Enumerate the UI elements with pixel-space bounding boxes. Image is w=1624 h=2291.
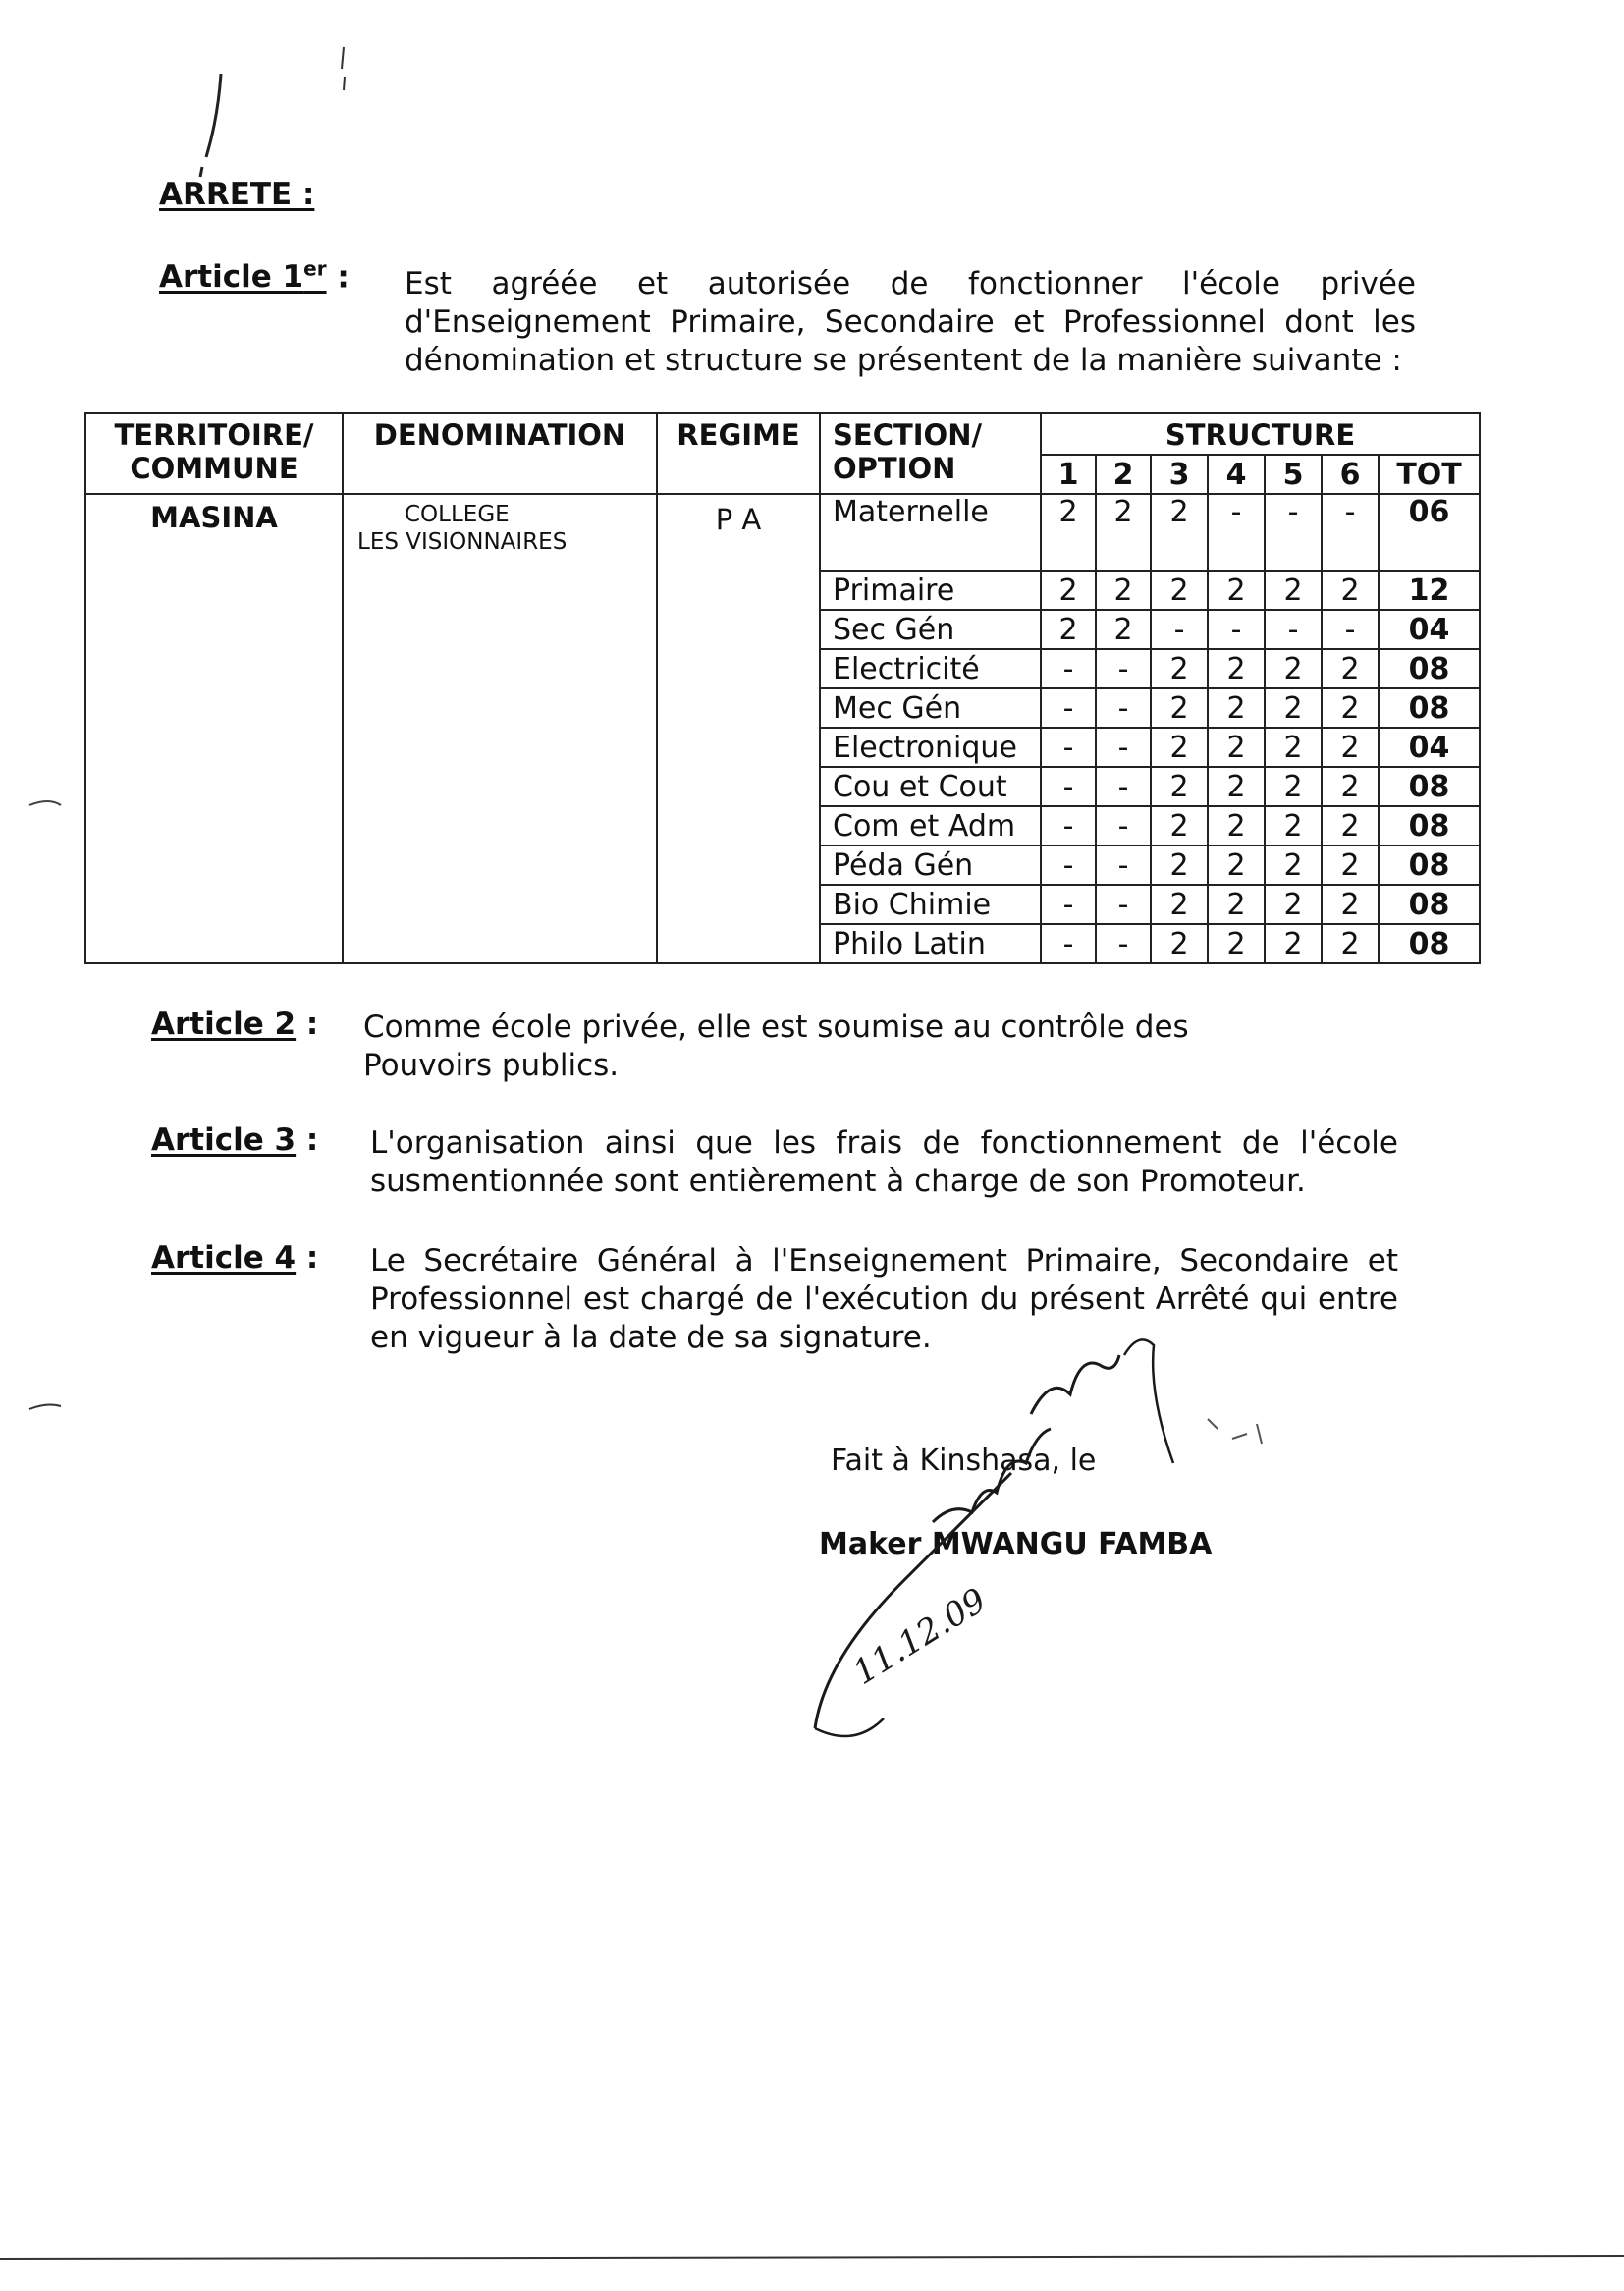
cell-year-4: 2 (1208, 728, 1265, 767)
cell-year-1: - (1041, 767, 1096, 806)
cell-total: 08 (1379, 885, 1480, 924)
cell-section: Philo Latin (820, 924, 1041, 963)
cell-section: Mec Gén (820, 688, 1041, 728)
cell-year-2: - (1096, 845, 1151, 885)
cell-total: 08 (1379, 688, 1480, 728)
cell-year-4: 2 (1208, 806, 1265, 845)
cell-total: 08 (1379, 767, 1480, 806)
cell-year-5: 2 (1265, 688, 1322, 728)
cell-territoire: MASINA (85, 494, 343, 963)
cell-year-1: - (1041, 649, 1096, 688)
cell-year-2: 2 (1096, 494, 1151, 571)
table-row (85, 494, 1480, 571)
cell-year-6: 2 (1322, 688, 1379, 728)
header-territoire: TERRITOIRE/ COMMUNE (85, 413, 343, 494)
cell-year-4: 2 (1208, 571, 1265, 610)
cell-year-1: - (1041, 924, 1096, 963)
cell-total: 06 (1379, 494, 1480, 571)
cell-denomination (343, 494, 657, 963)
cell-year-5: 2 (1265, 924, 1322, 963)
cell-total: 04 (1379, 610, 1480, 649)
cell-year-6: 2 (1322, 649, 1379, 688)
cell-total: 12 (1379, 571, 1480, 610)
article-1-label: Article 1er : (159, 257, 350, 296)
cell-year-2: - (1096, 767, 1151, 806)
cell-year-1: 2 (1041, 610, 1096, 649)
cell-year-6: 2 (1322, 767, 1379, 806)
cell-year-3: 2 (1151, 806, 1208, 845)
cell-year-4: - (1208, 494, 1265, 571)
cell-year-5: - (1265, 610, 1322, 649)
cell-year-2: - (1096, 649, 1151, 688)
cell-section: Cou et Cout (820, 767, 1041, 806)
cell-year-6: - (1322, 494, 1379, 571)
cell-year-2: - (1096, 806, 1151, 845)
cell-year-2: - (1096, 688, 1151, 728)
header-denomination: DENOMINATION (343, 413, 657, 494)
denomination-line-2: LES VISIONNAIRES (357, 529, 568, 555)
header-year-2: 2 (1096, 455, 1151, 494)
cell-year-2: 2 (1096, 571, 1151, 610)
cell-year-3: 2 (1151, 728, 1208, 767)
denomination-line-1: COLLEGE (405, 502, 510, 527)
cell-year-2: - (1096, 924, 1151, 963)
cell-total: 08 (1379, 649, 1480, 688)
cell-year-1: - (1041, 688, 1096, 728)
cell-year-6: - (1322, 610, 1379, 649)
cell-year-4: - (1208, 610, 1265, 649)
header-structure: STRUCTURE (1041, 413, 1480, 455)
article-3-label: Article 3 : (151, 1122, 319, 1158)
cell-year-1: 2 (1041, 571, 1096, 610)
cell-total: 08 (1379, 806, 1480, 845)
cell-section: Com et Adm (820, 806, 1041, 845)
cell-year-2: - (1096, 885, 1151, 924)
cell-year-4: 2 (1208, 688, 1265, 728)
cell-year-1: - (1041, 728, 1096, 767)
cell-year-4: 2 (1208, 924, 1265, 963)
header-section: SECTION/ OPTION (820, 413, 1041, 494)
header-year-5: 5 (1265, 455, 1322, 494)
cell-year-1: 2 (1041, 494, 1096, 571)
cell-section: Sec Gén (820, 610, 1041, 649)
cell-year-6: 2 (1322, 806, 1379, 845)
cell-year-1: - (1041, 885, 1096, 924)
cell-year-3: 2 (1151, 767, 1208, 806)
header-year-4: 4 (1208, 455, 1265, 494)
cell-year-6: 2 (1322, 571, 1379, 610)
cell-year-5: 2 (1265, 845, 1322, 885)
cell-section: Electricité (820, 649, 1041, 688)
signatory-name: Maker MWANGU FAMBA (819, 1527, 1213, 1561)
cell-section: Electronique (820, 728, 1041, 767)
article-1-text: Est agréée et autorisée de fonctionner l'école privée d'Enseignement Primaire, Secondaire et Professionnel dont les dénomination et structure se présentent de la manière suivante : (405, 266, 1416, 378)
cell-year-6: 2 (1322, 924, 1379, 963)
cell-section: Péda Gén (820, 845, 1041, 885)
cell-total: 08 (1379, 845, 1480, 885)
cell-year-4: 2 (1208, 885, 1265, 924)
cell-year-4: 2 (1208, 767, 1265, 806)
cell-year-6: 2 (1322, 728, 1379, 767)
cell-total: 08 (1379, 924, 1480, 963)
cell-year-1: - (1041, 845, 1096, 885)
cell-year-2: - (1096, 728, 1151, 767)
article-2-text: Comme école privée, elle est soumise au contrôle des Pouvoirs publics. (363, 1009, 1189, 1083)
cell-year-1: - (1041, 806, 1096, 845)
header-year-3: 3 (1151, 455, 1208, 494)
cell-year-3: 2 (1151, 571, 1208, 610)
cell-year-6: 2 (1322, 845, 1379, 885)
cell-year-3: - (1151, 610, 1208, 649)
document-heading: ARRETE : (159, 177, 315, 212)
cell-regime: P A (657, 494, 820, 963)
cell-year-3: 2 (1151, 885, 1208, 924)
handwritten-signature (785, 1336, 1414, 1768)
cell-section: Maternelle (820, 494, 1041, 571)
cell-year-3: 2 (1151, 924, 1208, 963)
cell-year-5: 2 (1265, 767, 1322, 806)
handwritten-date: 11.12.09 (846, 1580, 994, 1693)
cell-year-3: 2 (1151, 845, 1208, 885)
article-4-text: Le Secrétaire Général à l'Enseignement Primaire, Secondaire et Professionnel est chargé de l'exécution du présent Arrêté qui entre en vigueur à la date de sa signature. (370, 1243, 1398, 1355)
cell-year-3: 2 (1151, 688, 1208, 728)
article-3-text: L'organisation ainsi que les frais de fonctionnement de l'école susmentionnée sont entièrement à charge de son Promoteur. (370, 1125, 1398, 1199)
cell-year-5: - (1265, 494, 1322, 571)
cell-year-5: 2 (1265, 806, 1322, 845)
header-regime: REGIME (657, 413, 820, 494)
article-2-label: Article 2 : (151, 1007, 319, 1042)
cell-year-3: 2 (1151, 494, 1208, 571)
cell-section: Primaire (820, 571, 1041, 610)
cell-section: Bio Chimie (820, 885, 1041, 924)
cell-total: 04 (1379, 728, 1480, 767)
cell-year-5: 2 (1265, 885, 1322, 924)
cell-year-5: 2 (1265, 649, 1322, 688)
article-4-label: Article 4 : (151, 1240, 319, 1276)
header-year-6: 6 (1322, 455, 1379, 494)
cell-year-3: 2 (1151, 649, 1208, 688)
header-total: TOT (1379, 455, 1480, 494)
school-structure-table (84, 412, 1481, 964)
cell-year-4: 2 (1208, 649, 1265, 688)
cell-year-5: 2 (1265, 728, 1322, 767)
cell-year-6: 2 (1322, 885, 1379, 924)
cell-year-5: 2 (1265, 571, 1322, 610)
cell-year-4: 2 (1208, 845, 1265, 885)
signature-place: Fait à Kinshasa, le (831, 1444, 1097, 1478)
cell-year-2: 2 (1096, 610, 1151, 649)
header-year-1: 1 (1041, 455, 1096, 494)
